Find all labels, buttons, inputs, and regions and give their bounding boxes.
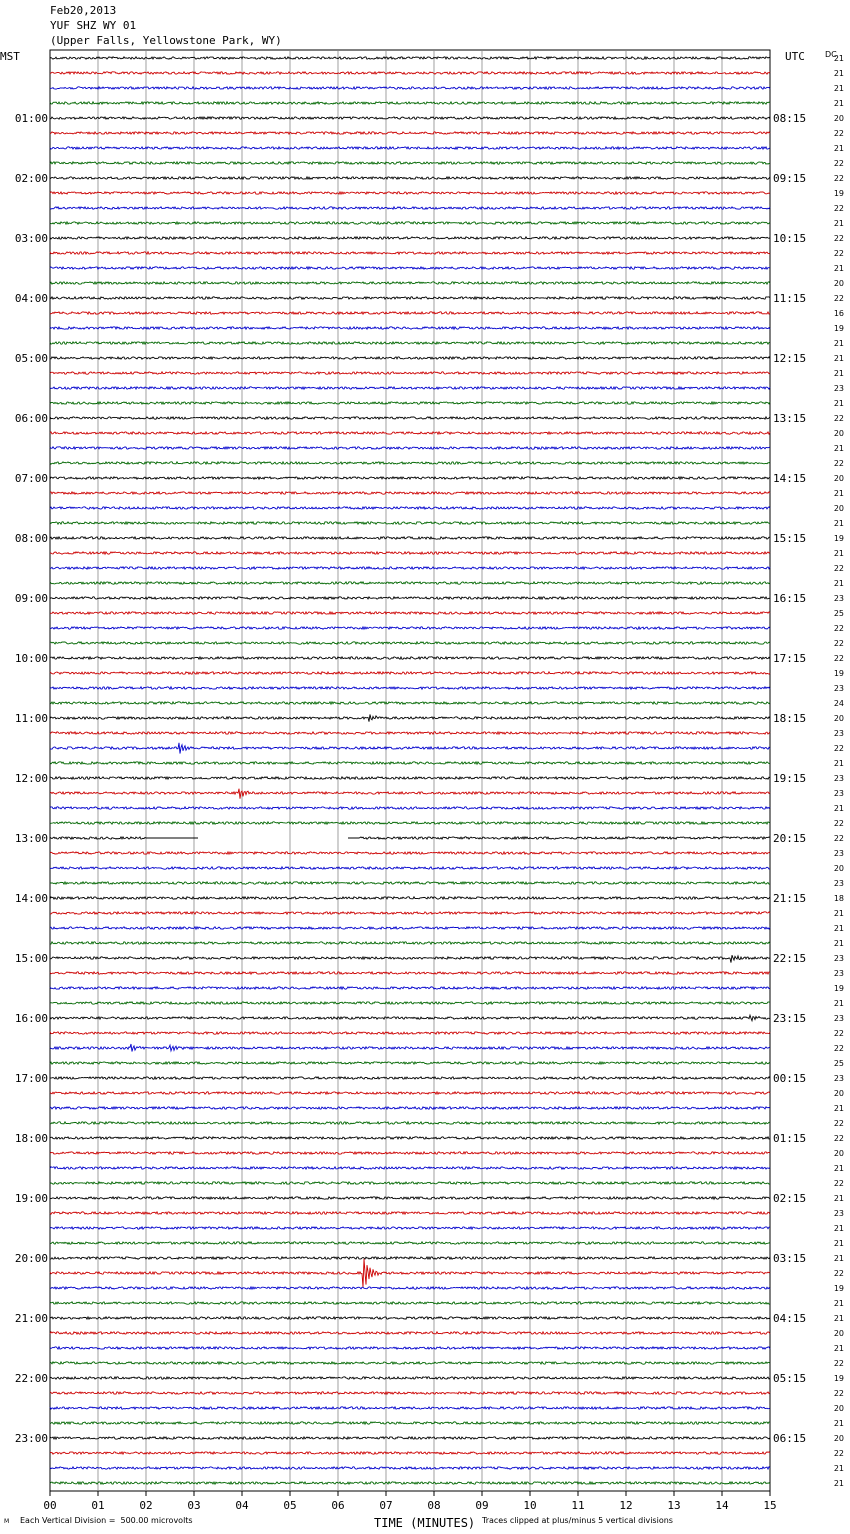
trace-row (50, 567, 770, 569)
trace-row (50, 522, 770, 524)
dc-value: 21 (833, 1104, 844, 1113)
dc-value: 21 (833, 1314, 844, 1323)
dc-value: 21 (833, 1239, 844, 1248)
dc-value: 21 (833, 804, 844, 813)
trace-row (50, 1107, 770, 1109)
trace-row (50, 402, 770, 404)
dc-value: 21 (833, 69, 844, 78)
trace-row (50, 912, 770, 914)
dc-value: 20 (833, 714, 844, 723)
x-tick-label: 13 (667, 1499, 681, 1512)
right-hour-label: 08:15 (773, 112, 807, 125)
dc-value: 22 (833, 1029, 844, 1038)
dc-value: 21 (833, 579, 844, 588)
trace-row (50, 1257, 770, 1259)
dc-value: 22 (833, 249, 844, 258)
trace-row (50, 987, 770, 989)
dc-value: 23 (833, 1014, 844, 1023)
dc-value: 20 (833, 1404, 844, 1413)
right-hour-label: 16:15 (773, 592, 807, 605)
left-hour-label: 10:00 (14, 652, 48, 665)
trace-row (50, 852, 770, 854)
dc-value: 21 (833, 489, 844, 498)
trace-row (50, 743, 770, 754)
trace-row (50, 1242, 770, 1244)
trace-row (50, 1015, 770, 1021)
left-hour-label: 13:00 (14, 832, 48, 845)
trace-row (50, 1332, 770, 1334)
trace-row (50, 955, 770, 962)
trace-row (50, 222, 770, 224)
left-hour-label: 02:00 (14, 172, 48, 185)
dc-value: 22 (833, 459, 844, 468)
trace-row (50, 1392, 770, 1394)
trace-group (50, 57, 770, 1484)
dc-value: 22 (833, 234, 844, 243)
header-date: Feb20,2013 (50, 4, 117, 17)
trace-row (50, 1302, 770, 1304)
dc-value: 22 (833, 159, 844, 168)
left-hour-label: 19:00 (14, 1192, 48, 1205)
trace-row (50, 1287, 770, 1289)
trace-row (50, 1317, 770, 1319)
trace-row (50, 777, 770, 779)
dc-value: 20 (833, 1434, 844, 1443)
trace-row (50, 192, 770, 194)
trace-row (50, 1092, 770, 1094)
dc-value: 21 (833, 909, 844, 918)
dc-value: 21 (833, 444, 844, 453)
dc-value: 21 (833, 759, 844, 768)
trace-row (50, 582, 770, 584)
plot-frame (50, 50, 770, 1491)
trace-row (50, 237, 770, 239)
dc-value: 21 (833, 219, 844, 228)
trace-row (50, 882, 770, 884)
footer-mark: M (4, 1518, 10, 1525)
trace-row (50, 942, 770, 944)
trace-row (50, 102, 770, 104)
dc-value: 21 (833, 369, 844, 378)
left-hour-label: 12:00 (14, 772, 48, 785)
trace-row (50, 1062, 770, 1064)
trace-row (50, 927, 770, 929)
dc-value: 20 (833, 1329, 844, 1338)
trace-row (50, 1347, 770, 1349)
dc-value: 22 (833, 744, 844, 753)
trace-row (50, 597, 770, 599)
x-tick-label: 02 (139, 1499, 153, 1512)
trace-row (50, 1182, 770, 1184)
trace-row (50, 732, 770, 734)
dc-value: 25 (833, 609, 844, 618)
trace-row (50, 867, 770, 869)
dc-value: 22 (833, 174, 844, 183)
trace-row (50, 702, 770, 704)
dc-value: 19 (833, 324, 844, 333)
trace-row (50, 1137, 770, 1139)
right-hour-label: 21:15 (773, 892, 807, 905)
dc-value: 21 (833, 924, 844, 933)
trace-row (50, 492, 770, 494)
trace-row (50, 612, 770, 614)
right-hour-label: 01:15 (773, 1132, 807, 1145)
trace-row (50, 1362, 770, 1364)
dc-value: 21 (833, 1194, 844, 1203)
footer-scale: Each Vertical Division = 500.00 microvolts (20, 1516, 193, 1525)
trace-row (50, 1002, 770, 1004)
trace-row (50, 87, 770, 89)
dc-value: 21 (833, 1224, 844, 1233)
right-hour-label: 18:15 (773, 712, 807, 725)
dc-value: 21 (833, 144, 844, 153)
trace-row (50, 1407, 770, 1409)
dc-value: 23 (833, 879, 844, 888)
dc-value: 20 (833, 1149, 844, 1158)
dc-value: 16 (833, 309, 844, 318)
right-hour-label: 03:15 (773, 1252, 807, 1265)
x-tick-label: 14 (715, 1499, 729, 1512)
dc-value: 19 (833, 984, 844, 993)
dc-value: 24 (833, 699, 844, 708)
right-hour-label: 22:15 (773, 952, 807, 965)
left-hour-label: 07:00 (14, 472, 48, 485)
trace-row (50, 117, 770, 119)
left-hour-label: 23:00 (14, 1432, 48, 1445)
right-hour-label: 11:15 (773, 292, 807, 305)
right-hour-label: 17:15 (773, 652, 807, 665)
right-hour-label: 06:15 (773, 1432, 807, 1445)
trace-row (50, 972, 770, 974)
dc-value: 21 (833, 354, 844, 363)
dc-value: 22 (833, 414, 844, 423)
trace-row (50, 1437, 770, 1439)
trace-row (50, 267, 770, 269)
dc-value: 22 (833, 1134, 844, 1143)
trace-row (50, 1044, 770, 1051)
dc-value: 21 (833, 1164, 844, 1173)
x-tick-label: 06 (331, 1499, 345, 1512)
trace-row (50, 1227, 770, 1229)
dc-value: 19 (833, 1284, 844, 1293)
dc-value: 25 (833, 1059, 844, 1068)
trace-row (50, 1212, 770, 1214)
left-hour-label: 22:00 (14, 1372, 48, 1385)
x-tick-label: 05 (283, 1499, 297, 1512)
trace-row (50, 147, 770, 149)
dc-value: 21 (833, 1479, 844, 1488)
dc-value: 19 (833, 1374, 844, 1383)
dc-value: 22 (833, 1119, 844, 1128)
left-hour-label: 03:00 (14, 232, 48, 245)
grid-lines (50, 50, 770, 1491)
left-hour-label: 05:00 (14, 352, 48, 365)
trace-row (50, 432, 770, 434)
trace-row (50, 417, 770, 419)
trace-row (50, 447, 770, 449)
dc-value: 22 (833, 1044, 844, 1053)
trace-row (50, 327, 770, 329)
dc-value: 20 (833, 504, 844, 513)
left-hour-label: 16:00 (14, 1012, 48, 1025)
left-hour-label: 18:00 (14, 1132, 48, 1145)
dc-value: 22 (833, 204, 844, 213)
trace-row (50, 1377, 770, 1379)
trace-row (50, 789, 770, 799)
right-hour-label: 04:15 (773, 1312, 807, 1325)
right-hour-label: 02:15 (773, 1192, 807, 1205)
dc-value: 21 (833, 939, 844, 948)
trace-row (50, 657, 770, 659)
right-hour-label: 12:15 (773, 352, 807, 365)
dc-value: 20 (833, 114, 844, 123)
trace-row (50, 1032, 770, 1034)
dc-value: 19 (833, 534, 844, 543)
right-hour-label: 20:15 (773, 832, 807, 845)
trace-row (50, 162, 770, 164)
right-hour-label: 09:15 (773, 172, 807, 185)
trace-row (50, 837, 770, 839)
right-hour-label: 15:15 (773, 532, 807, 545)
trace-row (50, 132, 770, 134)
trace-row (50, 552, 770, 554)
dc-value: 22 (833, 834, 844, 843)
dc-value: 23 (833, 849, 844, 858)
left-hour-label: 04:00 (14, 292, 48, 305)
x-tick-label: 12 (619, 1499, 633, 1512)
x-tick-label: 00 (43, 1499, 57, 1512)
dc-value: 22 (833, 1449, 844, 1458)
dc-value: 22 (833, 1359, 844, 1368)
dc-value: 18 (833, 894, 844, 903)
x-tick-label: 08 (427, 1499, 441, 1512)
trace-row (50, 762, 770, 764)
x-axis-title: TIME (MINUTES) (374, 1516, 476, 1530)
dc-value: 21 (833, 264, 844, 273)
right-hour-label: 05:15 (773, 1372, 807, 1385)
dc-value: 22 (833, 1179, 844, 1188)
dc-value: 21 (833, 99, 844, 108)
trace-row (50, 477, 770, 479)
trace-row (50, 57, 770, 59)
trace-row (50, 1167, 770, 1169)
trace-row (50, 207, 770, 209)
dc-value: 21 (833, 54, 844, 63)
dc-value: 23 (833, 954, 844, 963)
left-hour-label: 01:00 (14, 112, 48, 125)
trace-row (50, 1077, 770, 1079)
trace-row (50, 897, 770, 899)
dc-value: 21 (833, 999, 844, 1008)
trace-row (50, 177, 770, 179)
dc-value: 21 (833, 519, 844, 528)
left-hour-label: 09:00 (14, 592, 48, 605)
trace-row (50, 1452, 770, 1454)
x-tick-label: 04 (235, 1499, 249, 1512)
trace-row (50, 1467, 770, 1469)
dc-value: 22 (833, 624, 844, 633)
dc-value: 23 (833, 684, 844, 693)
trace-row (50, 282, 770, 284)
dc-value: 22 (833, 1389, 844, 1398)
x-tick-label: 10 (523, 1499, 537, 1512)
dc-value: 22 (833, 564, 844, 573)
dc-value: 22 (833, 654, 844, 663)
trace-row (50, 1422, 770, 1424)
trace-row (50, 507, 770, 509)
dc-header: DC (825, 50, 837, 59)
x-tick-label: 03 (187, 1499, 201, 1512)
dc-value: 23 (833, 729, 844, 738)
right-hour-label: 23:15 (773, 1012, 807, 1025)
left-hour-label: 17:00 (14, 1072, 48, 1085)
x-tick-label: 15 (763, 1499, 777, 1512)
dc-value: 21 (833, 339, 844, 348)
x-tick-label: 07 (379, 1499, 393, 1512)
trace-row (50, 1152, 770, 1154)
right-hour-label: 13:15 (773, 412, 807, 425)
right-zone-label: UTC (785, 50, 805, 63)
trace-row (50, 462, 770, 464)
right-hour-label: 00:15 (773, 1072, 807, 1085)
dc-value: 19 (833, 189, 844, 198)
dc-value: 21 (833, 549, 844, 558)
dc-value: 21 (833, 1254, 844, 1263)
dc-value: 22 (833, 294, 844, 303)
x-tick-label: 09 (475, 1499, 489, 1512)
trace-row (50, 1197, 770, 1199)
left-hour-label: 21:00 (14, 1312, 48, 1325)
dc-value: 23 (833, 1209, 844, 1218)
right-hour-label: 14:15 (773, 472, 807, 485)
trace-row (50, 312, 770, 314)
dc-value: 22 (833, 639, 844, 648)
trace-row (50, 822, 770, 824)
dc-value: 20 (833, 279, 844, 288)
header-station: YUF SHZ WY 01 (50, 19, 137, 32)
dc-value: 21 (833, 1299, 844, 1308)
left-hour-label: 06:00 (14, 412, 48, 425)
left-hour-label: 14:00 (14, 892, 48, 905)
dc-value: 20 (833, 1089, 844, 1098)
dc-value: 21 (833, 1464, 844, 1473)
dc-value: 20 (833, 429, 844, 438)
dc-value: 20 (833, 864, 844, 873)
left-hour-label: 20:00 (14, 1252, 48, 1265)
trace-row (50, 642, 770, 644)
trace-row (50, 252, 770, 254)
trace-row (50, 627, 770, 629)
left-hour-label: 11:00 (14, 712, 48, 725)
dc-value: 20 (833, 474, 844, 483)
dc-value: 22 (833, 129, 844, 138)
trace-row (50, 807, 770, 809)
x-tick-label: 11 (571, 1499, 585, 1512)
dc-value: 23 (833, 774, 844, 783)
dc-value: 23 (833, 969, 844, 978)
dc-value: 21 (833, 1344, 844, 1353)
trace-row (50, 537, 770, 539)
dc-value: 23 (833, 594, 844, 603)
dc-value: 23 (833, 789, 844, 798)
right-hour-label: 10:15 (773, 232, 807, 245)
dc-value: 22 (833, 1269, 844, 1278)
header-location: (Upper Falls, Yellowstone Park, WY) (50, 34, 282, 47)
trace-row (50, 357, 770, 359)
dc-value: 22 (833, 819, 844, 828)
dc-value: 23 (833, 1074, 844, 1083)
trace-row (50, 372, 770, 374)
trace-row (50, 672, 770, 674)
left-zone-label: MST (0, 50, 20, 63)
trace-row (50, 342, 770, 344)
dc-value: 23 (833, 384, 844, 393)
x-tick-label: 01 (91, 1499, 105, 1512)
trace-row (50, 1482, 770, 1484)
trace-row (50, 1122, 770, 1124)
trace-row (50, 387, 770, 389)
footer-clip-note: Traces clipped at plus/minus 5 vertical divisions (482, 1516, 673, 1525)
dc-value: 21 (833, 1419, 844, 1428)
dc-value: 21 (833, 84, 844, 93)
trace-row (50, 687, 770, 689)
left-hour-label: 15:00 (14, 952, 48, 965)
trace-row (50, 714, 770, 721)
dc-value: 21 (833, 399, 844, 408)
trace-row (50, 1259, 770, 1287)
left-hour-label: 08:00 (14, 532, 48, 545)
trace-row (50, 72, 770, 74)
right-hour-label: 19:15 (773, 772, 807, 785)
trace-row (50, 297, 770, 299)
dc-value: 19 (833, 669, 844, 678)
